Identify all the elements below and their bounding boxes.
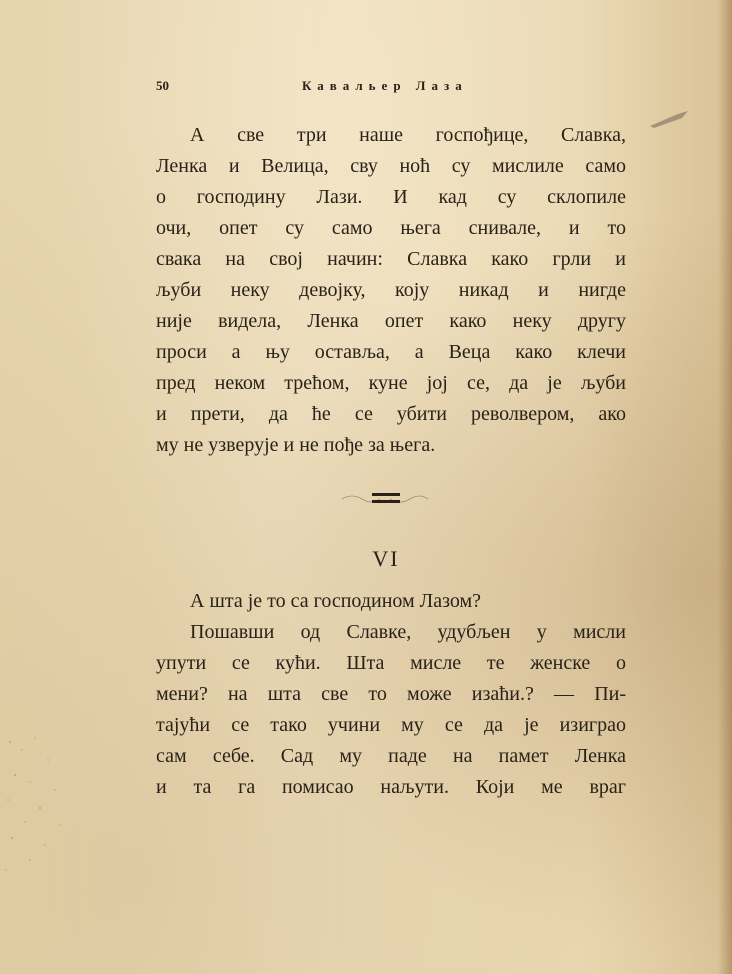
text-line: упути се кући. Шта мисле те женске о (156, 652, 626, 674)
paragraph-2 (156, 586, 626, 803)
text-line: и прети, да ће се убити револвером, ако (156, 403, 626, 425)
section-divider-ornament (340, 487, 430, 507)
text-line: љуби неку девојку, коју никад и нигде (156, 279, 626, 301)
running-title: Кавальер Лаза (302, 78, 468, 93)
text-line: А шта је то са господином Лазом? (190, 590, 482, 612)
section-heading: VI (372, 546, 400, 571)
text-line: свака на свој начин: Славка како грли и (156, 248, 626, 270)
paragraph-1 (156, 120, 626, 461)
text-line: проси а њу оставља, а Веца како клечи (156, 341, 626, 363)
text-line: очи, опет су само њега снивале, и то (156, 217, 626, 239)
text-line: му не узверује и не пође за њега. (156, 434, 436, 456)
text-line: сам себе. Сад му паде на памет Ленка (156, 745, 626, 767)
text-line: мени? на шта све то може изаћи.? — Пи- (156, 683, 626, 705)
text-line: тајући се тако учини му се да је изиграо (156, 714, 626, 736)
text-line: Ленка и Велица, сву ноћ су мислиле само (156, 155, 626, 177)
page-header (156, 78, 626, 98)
text-line: А све три наше госпођице, Славка, (190, 124, 626, 146)
text-line: није видела, Ленка опет како неку другу (156, 310, 626, 332)
text-line: пред неком трећом, куне јој се, да је љуби (156, 372, 626, 394)
text-line: Пошавши од Славке, удубљен у мисли (190, 621, 626, 643)
page-number: 50 (156, 78, 169, 93)
paper-stain (0, 730, 80, 880)
text-line: о господину Лази. И кад су склопиле (156, 186, 626, 208)
text-line: и та га помисао наљути. Који ме враг (156, 776, 626, 798)
pencil-mark-icon (648, 108, 690, 130)
page-edge-shadow (718, 0, 732, 974)
